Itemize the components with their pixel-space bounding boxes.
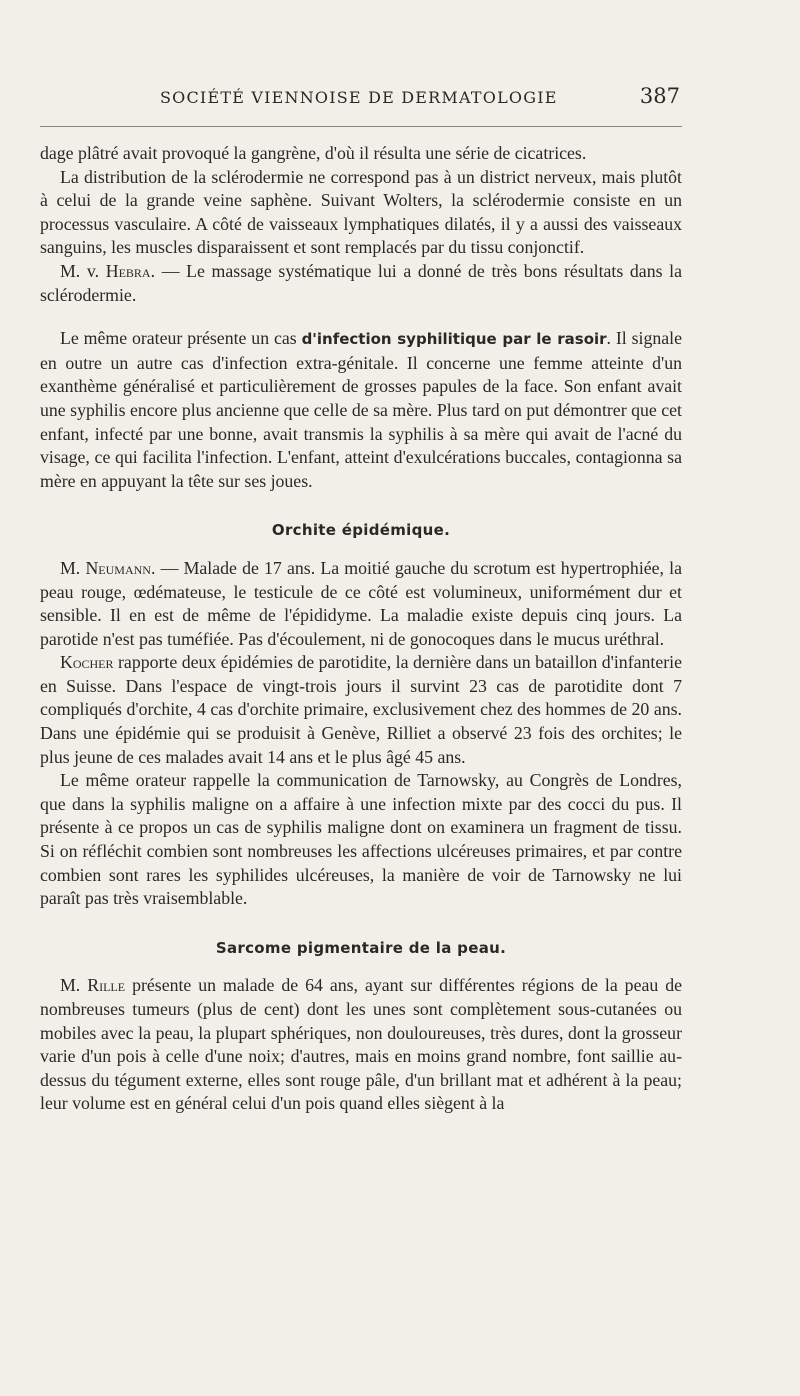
- paragraph-3-prefix: M. v.: [60, 260, 106, 281]
- paragraph-3-text: . — Le massage systématique lui a donné de très bons résultats dans la sclérodermie.: [40, 260, 682, 305]
- paragraph-6-text: rapporte deux épidémies de parotidite, la dernière dans un bataillon d'infanterie en Suisse. Dans l'espace de vingt-trois jours il survint 23 cas de parotidite dont 7 compliqués d'orchite, 4 cas d'orchite primaire, exclusivement chez des hommes de 20 ans. Dans une épidémie qui se produisit à Genève, Rilliet a observé 23 fois des orchites; le plus jeune de ces malades avait 14 ans et le plus âgé 45 ans.: [40, 652, 682, 767]
- paragraph-3: [40, 260, 682, 307]
- paragraph-8-text: présente un malade de 64 ans, ayant sur différentes régions de la peau de nombreuses tumeurs (plus de cent) dont les unes sont complètement sous-cutanées ou mobiles avec la peau, la plupart sphériques, non douloureuses, très dures, dont la grosseur varie d'un pois à celle d'une noix; d'autres, mais en moins grand nombre, font saillie au-dessus du tégument externe, elles sont rouge pâle, d'un brillant mat et adhérent à la peau; leur volume est en général celui d'un pois quand elles siègent à la: [40, 975, 682, 1114]
- page-header: [40, 84, 682, 114]
- paragraph-4-text-before: Le même orateur présente un cas: [60, 328, 302, 349]
- paragraph-4-bold-term: d'infection syphilitique par le rasoir: [301, 330, 607, 349]
- paragraph-6: [40, 651, 682, 769]
- paragraph-7-text: Le même orateur rappelle la communication de Tarnowsky, au Congrès de Londres, que dans la syphilis maligne on a affaire à une infection mixte par des cocci du pus. Il présente à ce propos un cas de syphilis maligne dont on examinera un fragment de tissu. Si on réfléchit combien sont nombreuses les affections ulcéreuses primaires, et par contre combien sont rares les syphilides ulcéreuses, la manière de voir de Tarnowsky ne lui paraît pas très vraisemblable.: [40, 770, 682, 909]
- paragraph-gap: [40, 307, 682, 327]
- running-title: SOCIÉTÉ VIENNOISE DE DERMATOLOGIE: [160, 88, 558, 107]
- header-rule: [40, 126, 682, 127]
- paragraph-4: [40, 327, 682, 493]
- speaker-name-kocher: Kocher: [60, 652, 114, 673]
- body-text: [40, 142, 682, 1116]
- paragraph-7: [40, 769, 682, 911]
- paragraph-5: [40, 557, 682, 651]
- paragraph-5-text: . — Malade de 17 ans. La moitié gauche du scrotum est hypertrophiée, la peau rouge, œdémateuse, le testicule de ce côté est volumineux, uniformément dur et sensible. Il en est de même de l'épididyme. La maladie existe depuis cinq jours. La parotide n'est pas tuméfiée. Pas d'écoulement, ni de gonocoques dans le mucus uréthral.: [40, 557, 683, 649]
- paragraph-2: [40, 166, 682, 260]
- speaker-name-neumann: Neumann: [85, 557, 151, 578]
- paragraph-8-prefix: M.: [60, 975, 88, 996]
- speaker-name-hebra: Hebra: [105, 260, 151, 281]
- paragraph-8: [40, 974, 682, 1116]
- paragraph-1: [40, 142, 682, 166]
- section-title-orchite: Orchite épidémique.: [271, 521, 451, 540]
- paragraph-2-text: La distribution de la sclérodermie ne correspond pas à un district nerveux, mais plutôt à celui de la grande veine saphène. Suivant Wolters, la sclérodermie consiste en un processus vasculaire. A côté de vaisseaux lymphatiques dilatés, il y a aussi des vaisseaux sanguins, les muscles disparaissent et sont remplacés par du tissu conjonctif.: [40, 166, 682, 258]
- section-title-sarcome: Sarcome pigmentaire de la peau.: [215, 938, 507, 957]
- speaker-name-rille: Rille: [87, 975, 126, 996]
- page-number: 387: [639, 84, 680, 108]
- paragraph-5-prefix: M.: [60, 557, 86, 578]
- paragraph-4-text-after: . Il signale en outre un autre cas d'infection extra-génitale. Il concerne une femme atteinte d'un exanthème généralisé et particulièrement de grosses papules de la face. Son enfant avait une syphilis encore plus ancienne que celle de sa mère. Plus tard on put démontrer que cet enfant, infecté par une bonne, avait transmis la syphilis à sa mère qui avait de l'acné du visage, ce qui facilita l'infection. L'enfant, atteint d'exulcérations buccales, contagionna sa mère en appuyant la tête sur ses joues.: [40, 328, 682, 491]
- paragraph-1-text: dage plâtré avait provoqué la gangrène, d'où il résulta une série de cicatrices.: [40, 143, 587, 163]
